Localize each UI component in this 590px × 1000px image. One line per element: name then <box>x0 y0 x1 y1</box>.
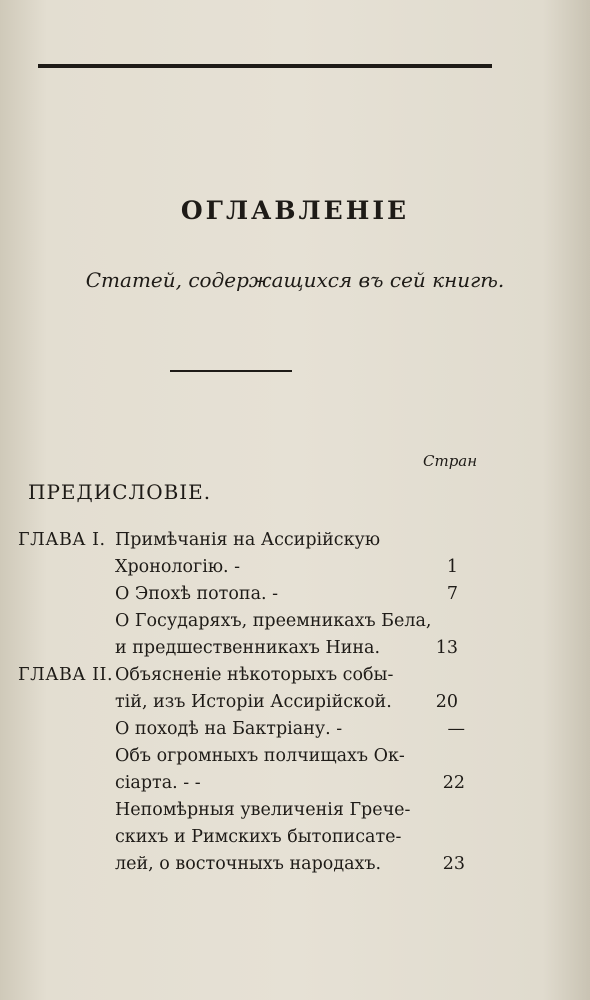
toc-entry-line: О Государяхъ, преемникахъ Бела, <box>115 611 432 631</box>
toc-entry-line: Объ огромныхъ полчищахъ Ок- <box>115 746 405 766</box>
toc-entry-line: Непомѣрныя увеличенія Грече- <box>115 800 411 820</box>
page-subtitle: Статей, содержащихся въ сей книгѣ. <box>85 268 505 292</box>
divider-rule <box>170 370 292 372</box>
chapter-label: ГЛАВА II. <box>18 665 114 685</box>
toc-entry-line: и предшественникахъ Нина. <box>115 638 381 658</box>
toc-entry-line: скихъ и Римскихъ бытописате- <box>115 827 402 847</box>
toc-entry-line: Примѣчанія на Ассирійскую <box>115 530 381 550</box>
page-title: ОГЛАВЛЕНІЕ <box>180 196 410 225</box>
toc-entry-line: тій, изъ Исторіи Ассирійской. <box>115 692 392 712</box>
page-column-label: Стран <box>423 452 478 470</box>
toc-page-number: 23 <box>442 854 465 874</box>
toc-entry-line: О Эпохѣ потопа. - <box>115 584 279 604</box>
toc-page-number: — <box>447 719 465 739</box>
toc-page-number: 22 <box>442 773 465 793</box>
chapter-label: ГЛАВА I. <box>18 530 106 550</box>
toc-entry-line: Объясненіе нѣкоторыхъ собы- <box>115 665 394 685</box>
toc-page-number: 20 <box>435 692 458 712</box>
toc-entry-line: лей, о восточныхъ народахъ. <box>115 854 382 874</box>
toc-page-number: 7 <box>446 584 458 604</box>
top-rule <box>38 64 492 68</box>
toc-page-number: 13 <box>435 638 458 658</box>
toc-entry-line: сіарта. - - <box>115 773 201 793</box>
toc-entry-line: О походѣ на Бактріану. - <box>115 719 343 739</box>
toc-page-number: 1 <box>446 557 458 577</box>
preface-heading: ПРЕДИСЛОВІЕ. <box>28 480 212 504</box>
toc-entry-line: Хронологію. - <box>115 557 241 577</box>
